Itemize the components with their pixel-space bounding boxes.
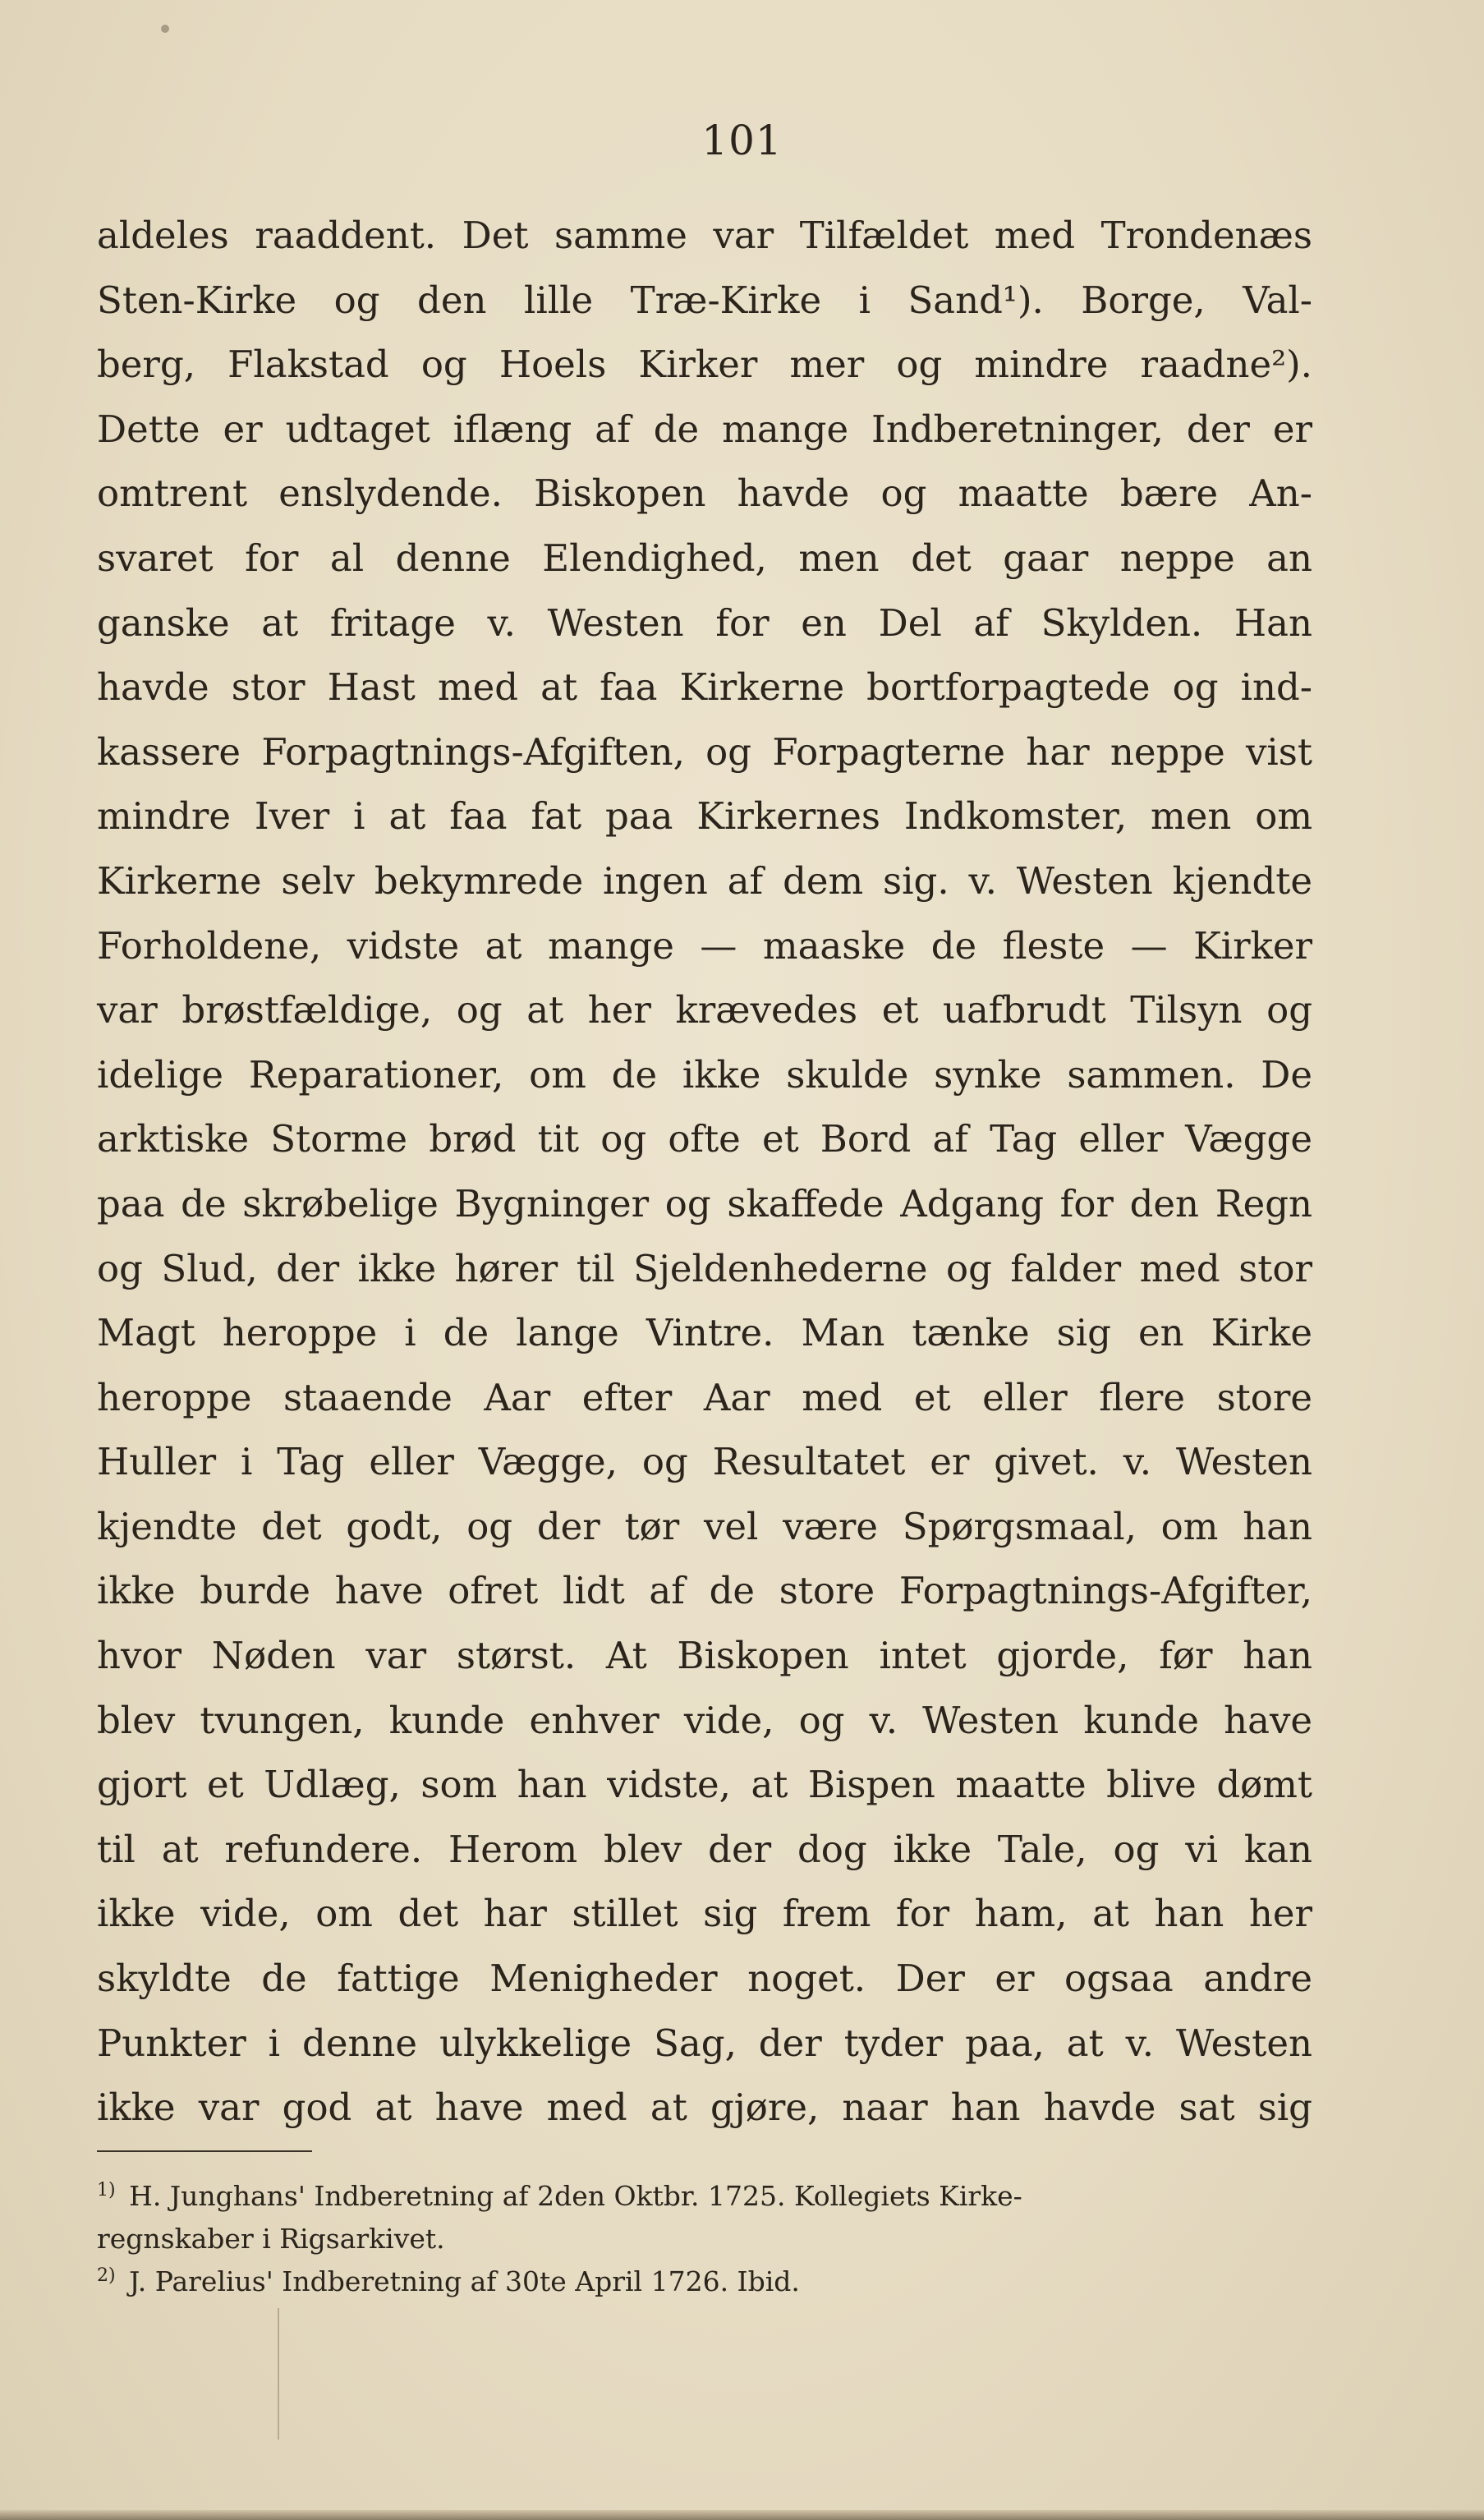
body-text [97, 204, 1312, 2141]
text-line: Huller i Tag eller Vægge, og Resultatet er givet. v. Westen [97, 1440, 1312, 1484]
text-line: paa de skrøbelige Bygninger og skaffede Adgang for den Regn [97, 1181, 1312, 1226]
text-line: svaret for al denne Elendighed, men det gaar neppe an [97, 536, 1312, 580]
text-line: Punkter i denne ulykkelige Sag, der tyder paa, at v. Westen [97, 2021, 1312, 2065]
text-line: til at refundere. Herom blev der dog ikke Tale, og vi kan [97, 1827, 1312, 1871]
page-bottom-edge [0, 2510, 1484, 2520]
text-line: og Slud, der ikke hører til Sjeldenhederne og falder med stor [97, 1246, 1312, 1290]
footnote-text: H. Junghans' Indberetning af 2den Oktbr. 1725. Kollegiets Kirke- [129, 2180, 1022, 2212]
text-line: berg, Flakstad og Hoels Kirker mer og mindre raadne²). [97, 343, 1312, 387]
text-line: Kirkerne selv bekymrede ingen af dem sig. v. Westen kjendte [97, 858, 1312, 903]
footnote-1-continuation: regnskaber i Rigsarkivet. [97, 2223, 445, 2255]
text-line: blev tvungen, kunde enhver vide, og v. Westen kunde have [97, 1698, 1312, 1742]
text-line: Sten-Kirke og den lille Træ-Kirke i Sand¹). Borge, Val- [97, 278, 1312, 322]
text-line: arktiske Storme brød tit og ofte et Bord af Tag eller Vægge [97, 1117, 1312, 1161]
text-line: kjendte det godt, og der tør vel være Spørgsmaal, om han [97, 1504, 1312, 1548]
text-line: var brøstfældige, og at her krævedes et uafbrudt Tilsyn og [97, 988, 1312, 1032]
text-line: Magt heroppe i de lange Vintre. Man tænke sig en Kirke [97, 1311, 1312, 1355]
paper-crease [278, 2308, 279, 2440]
ink-speck [161, 25, 169, 33]
text-line: heroppe staaende Aar efter Aar med et eller flere store [97, 1375, 1312, 1419]
footnote-2 [97, 2260, 1312, 2303]
text-line: mindre Iver i at faa fat paa Kirkernes Indkomster, men om [97, 794, 1312, 839]
text-line: aldeles raaddent. Det samme var Tilfældet med Trondenæs [97, 214, 1312, 257]
footnotes [97, 2175, 1312, 2303]
text-line: ganske at fritage v. Westen for en Del af Skylden. Han [97, 600, 1312, 645]
footnote-divider [97, 2150, 312, 2152]
text-line: hvor Nøden var størst. At Biskopen intet gjorde, før han [97, 1634, 1312, 1678]
text-line: Dette er udtaget iflæng af de mange Indberetninger, der er [97, 407, 1312, 451]
text-line: ikke burde have ofret lidt af de store Forpagtnings-Afgifter, [97, 1569, 1312, 1613]
text-line: omtrent enslydende. Biskopen havde og maatte bære An- [97, 471, 1312, 516]
footnote-marker: 2) [97, 2265, 116, 2286]
footnote-1 [97, 2175, 1312, 2218]
text-line: ikke var god at have med at gjøre, naar han havde sat sig [97, 2085, 1312, 2130]
footnote-marker: 1) [97, 2180, 116, 2200]
text-line: skyldte de fattige Menigheder noget. Der er ogsaa andre [97, 1957, 1312, 2001]
text-line: gjort et Udlæg, som han vidste, at Bispen maatte blive dømt [97, 1763, 1312, 1807]
text-line: kassere Forpagtnings-Afgiften, og Forpagterne har neppe vist [97, 729, 1312, 774]
text-line: ikke vide, om det har stillet sig frem for ham, at han her [97, 1892, 1312, 1936]
page-number: 101 [701, 117, 783, 164]
text-line: Forholdene, vidste at mange — maaske de fleste — Kirker [97, 923, 1312, 968]
text-line: idelige Reparationer, om de ikke skulde synke sammen. De [97, 1052, 1312, 1097]
footnote-text: J. Parelius' Indberetning af 30te April 1726. Ibid. [129, 2265, 800, 2297]
text-line: havde stor Hast med at faa Kirkerne bortforpagtede og ind- [97, 665, 1312, 710]
